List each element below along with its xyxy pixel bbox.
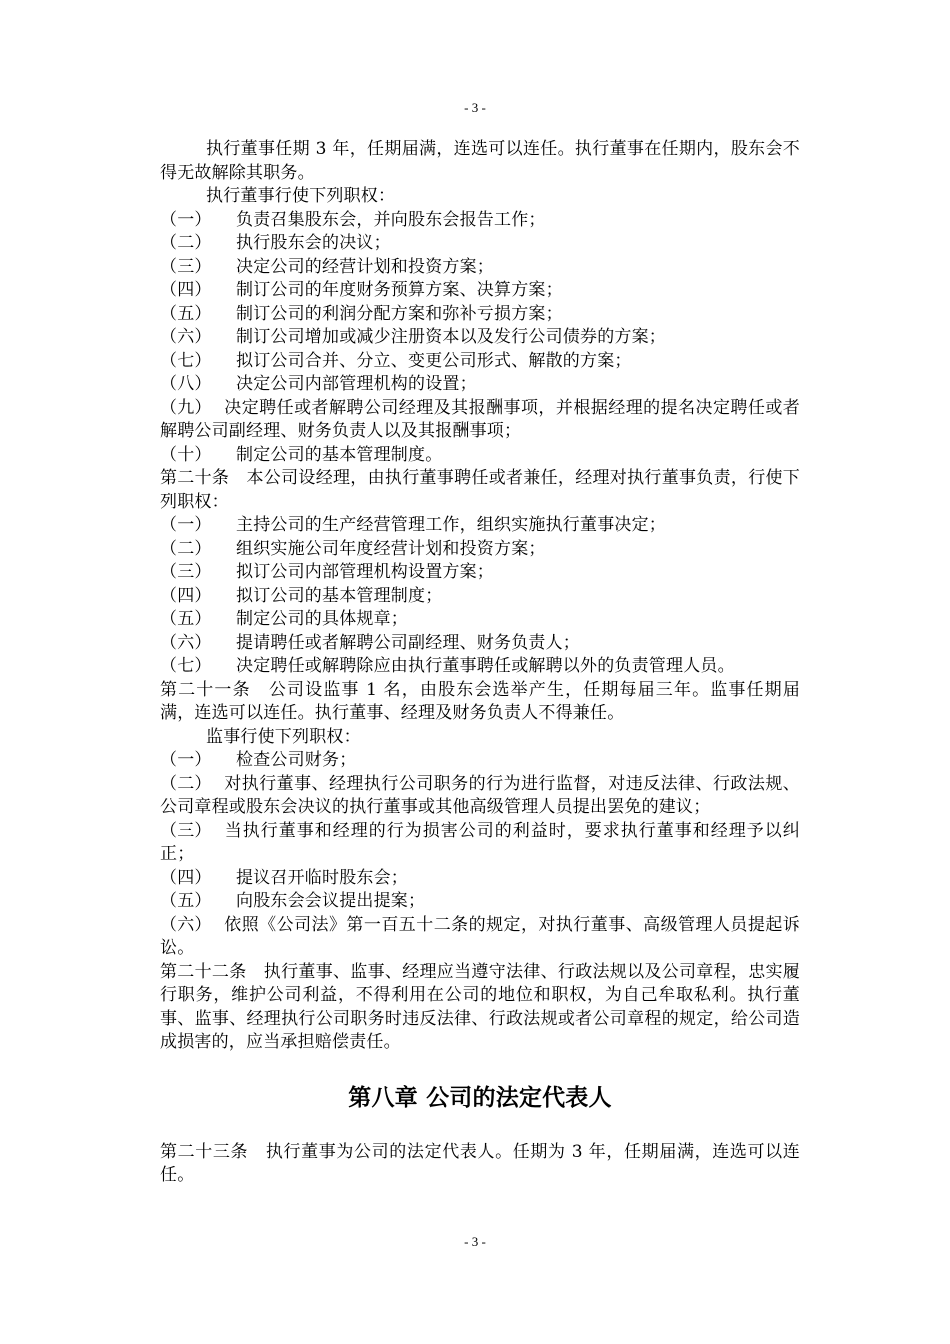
page-number-header: - 3 -: [464, 100, 486, 115]
list-item: （一） 负责召集股东会，并向股东会报告工作；: [160, 209, 546, 230]
chapter-title: 第八章 公司的法定代表人: [348, 1084, 612, 1111]
list-item: （三） 决定公司的经营计划和投资方案；: [160, 256, 494, 277]
list-item: （六） 制订公司增加或减少注册资本以及发行公司债券的方案；: [160, 327, 666, 347]
director-powers-lead: 执行董事行使下列职权：: [206, 186, 396, 206]
list-item: （九） 决定聘任或者解聘公司经理及其报酬事项，并根据经理的提名决定聘任或者解聘公司副经理、财务负责人以及其报酬事项；: [160, 397, 800, 441]
list-item: （二） 执行股东会的决议；: [160, 233, 391, 253]
supervisor-powers-list: [160, 749, 800, 961]
list-item: （三） 当执行董事和经理的行为损害公司的利益时，要求执行董事和经理予以纠正；: [160, 820, 800, 864]
list-item: （五） 向股东会会议提出提案；: [160, 891, 426, 911]
list-item: （四） 提议召开临时股东会；: [160, 867, 408, 888]
list-item: （一） 主持公司的生产经营管理工作，组织实施执行董事决定；: [160, 515, 666, 535]
document-body: [160, 138, 800, 1188]
list-item: （八） 决定公司内部管理机构的设置；: [160, 374, 477, 394]
list-item: （五） 制订公司的利润分配方案和弥补亏损方案；: [160, 303, 563, 324]
director-term-paragraph: 执行董事任期 3 年，任期届满，连选可以连任。执行董事在任期内，股东会不得无故解除其职务。: [160, 139, 800, 183]
article-20: 第二十条 本公司设经理，由执行董事聘任或者兼任，经理对执行董事负责，行使下列职权：: [160, 468, 800, 512]
list-item: （三） 拟订公司内部管理机构设置方案；: [160, 562, 494, 582]
director-powers-list: [160, 209, 800, 468]
article-21: 第二十一条 公司设监事 1 名，由股东会选举产生，任期每届三年。监事任期届满，连选可以连任。执行董事、经理及财务负责人不得兼任。: [160, 679, 800, 723]
list-item: （一） 检查公司财务；: [160, 750, 357, 770]
list-item: （六） 依照《公司法》第一百五十二条的规定，对执行董事、高级管理人员提起诉讼。: [160, 914, 800, 958]
list-item: （四） 制订公司的年度财务预算方案、决算方案；: [160, 280, 563, 300]
list-item: （二） 组织实施公司年度经营计划和投资方案；: [160, 538, 546, 559]
list-item: （四） 拟订公司的基本管理制度；: [160, 585, 443, 606]
list-item: （五） 制定公司的具体规章；: [160, 609, 408, 629]
supervisor-powers-lead: 监事行使下列职权：: [206, 726, 361, 747]
list-item: （二） 对执行董事、经理执行公司职务的行为进行监督，对违反法律、行政法规、公司章程或股东会决议的执行董事或其他高级管理人员提出罢免的建议；: [160, 773, 800, 817]
article-23: 第二十三条 执行董事为公司的法定代表人。任期为 3 年，任期届满，连选可以连任。: [160, 1141, 800, 1185]
list-item: （七） 决定聘任或解聘除应由执行董事聘任或解聘以外的负责管理人员。: [160, 656, 735, 676]
list-item: （十） 制定公司的基本管理制度。: [160, 444, 443, 465]
manager-powers-list: [160, 514, 800, 679]
list-item: （七） 拟订公司合并、分立、变更公司形式、解散的方案；: [160, 350, 632, 371]
page-number-footer: - 3 -: [464, 1234, 486, 1249]
article-22: 第二十二条 执行董事、监事、经理应当遵守法律、行政法规以及公司章程，忠实履行职务，维护公司利益，不得利用在公司的地位和职权，为自己牟取私利。执行董事、监事、经理执行公司职务时违反法律、行政法规或者公司章程的规定，给公司造成损害的，应当承担赔偿责任。: [160, 961, 800, 1052]
list-item: （六） 提请聘任或者解聘公司副经理、财务负责人；: [160, 632, 580, 653]
